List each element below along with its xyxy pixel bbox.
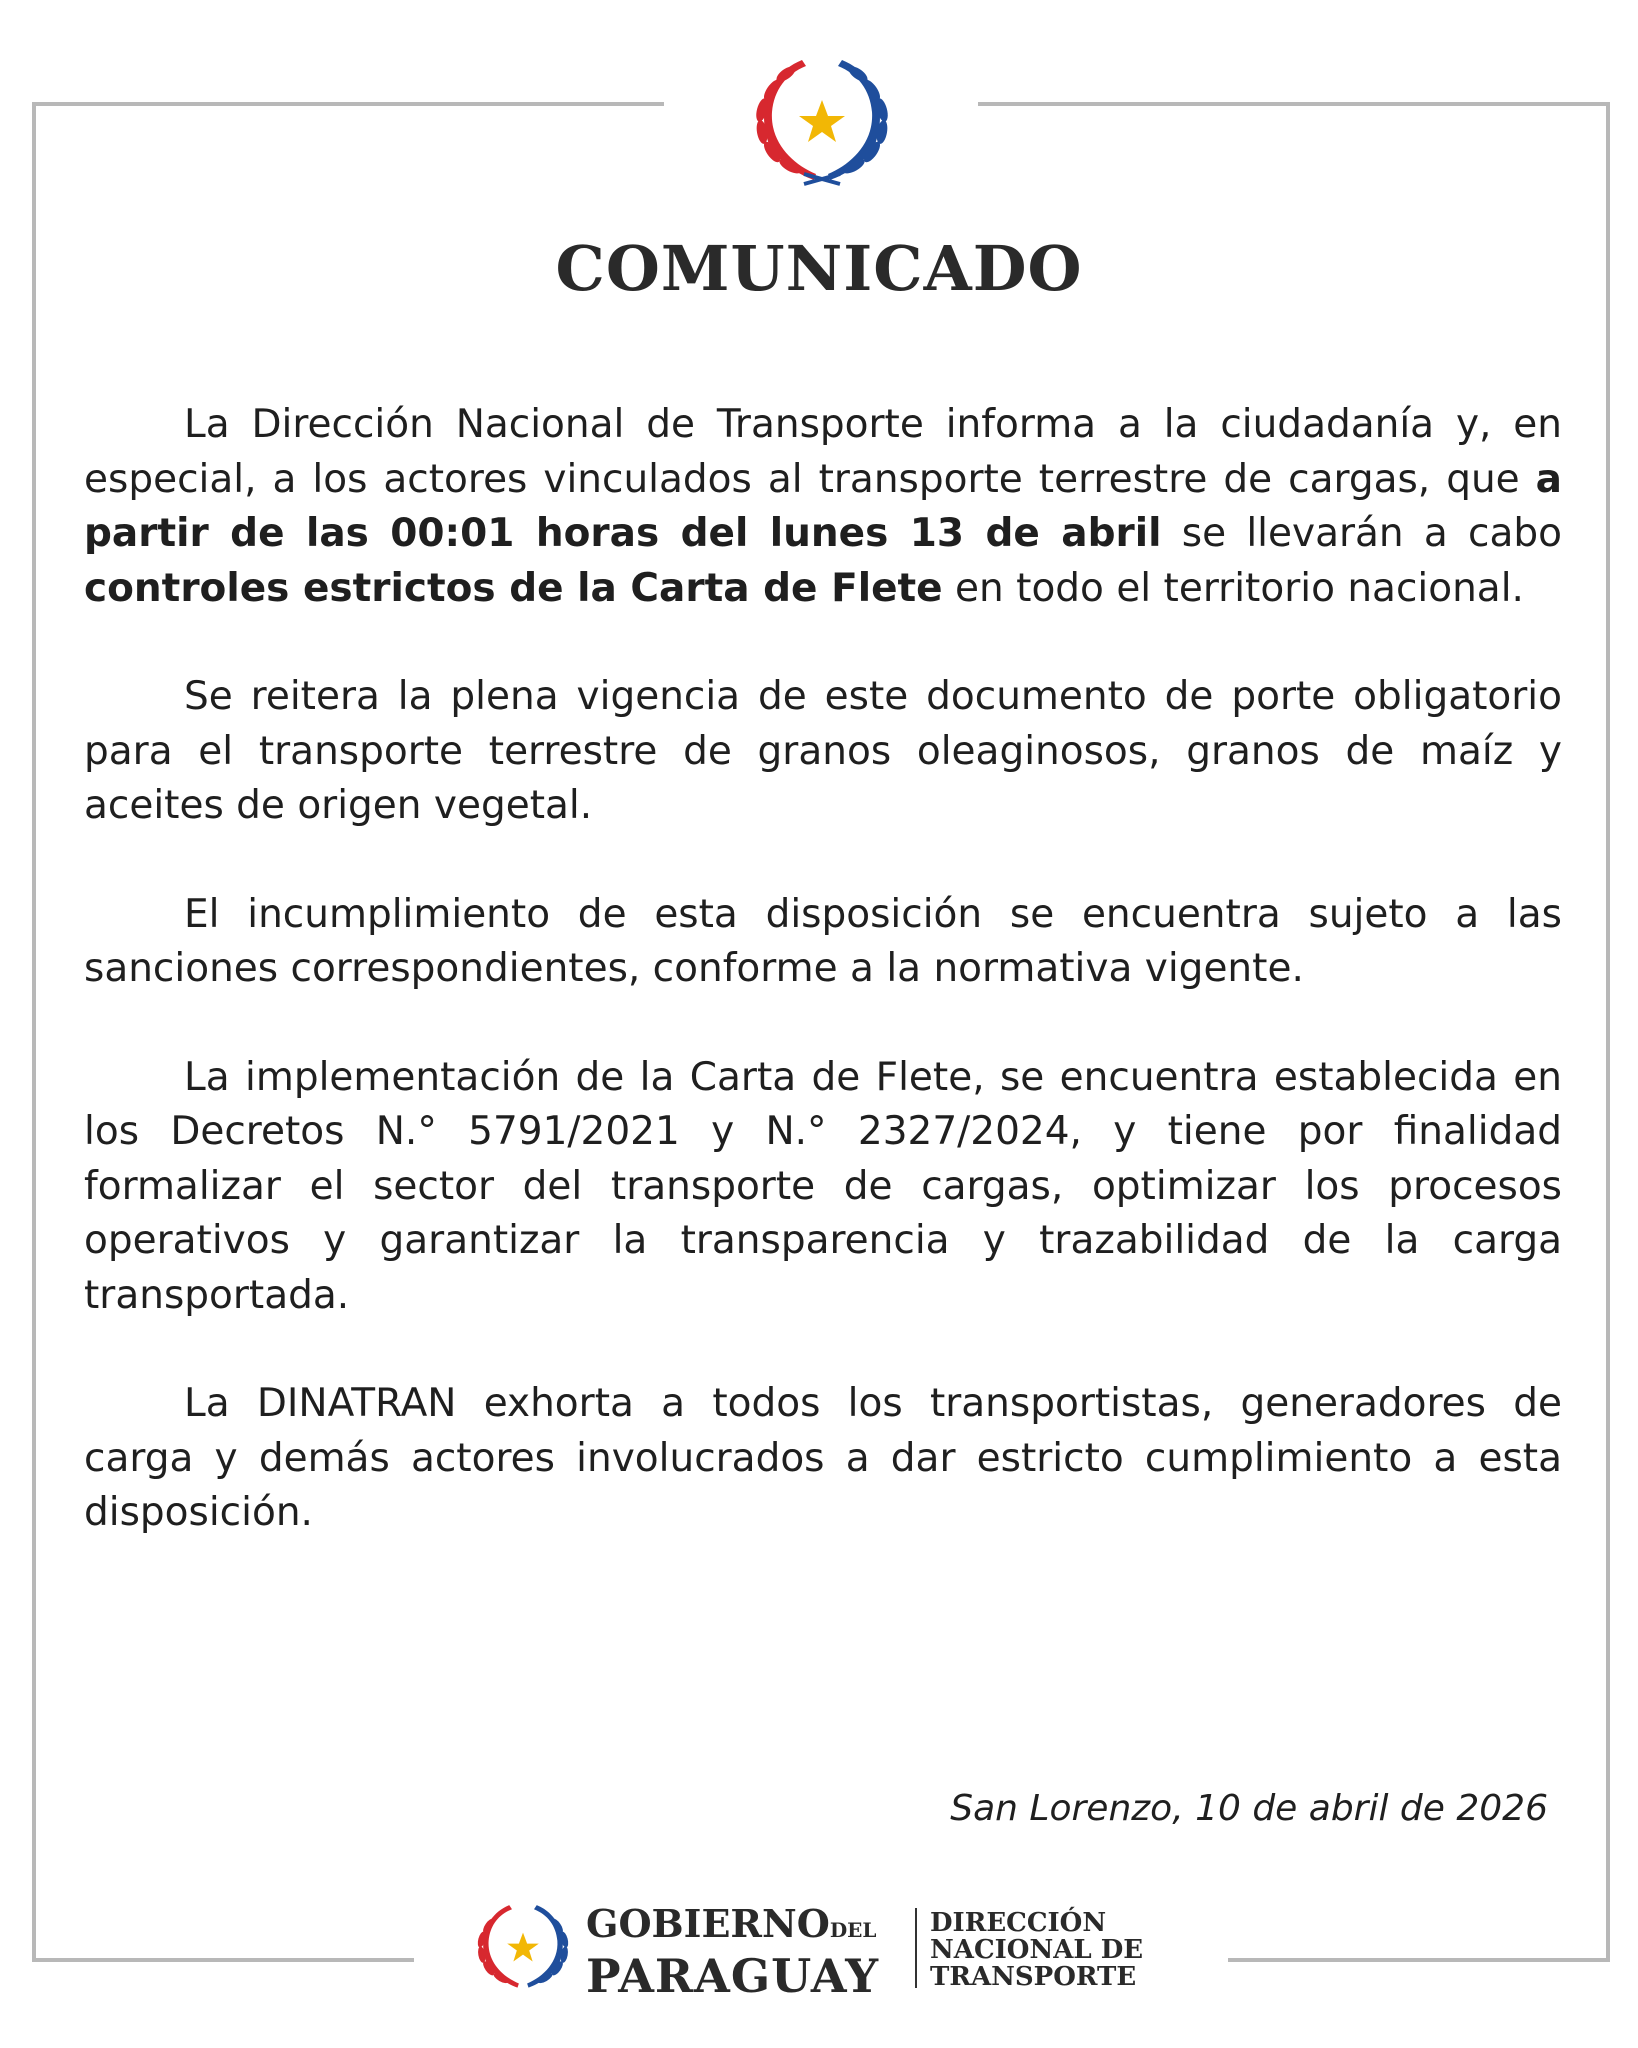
paragraph-4 [84,1051,1562,1324]
gobierno-text: GOBIERNO [586,1901,830,1946]
paraguay-emblem-small-icon [468,1898,578,1994]
dinatran-wordmark [930,1910,1143,1991]
del-text: DEL [829,1918,877,1942]
paraguay-emblem-icon [742,52,902,187]
dateline: San Lorenzo, 10 de abril de 2026 [950,1788,1548,1829]
paragraph-5 [84,1377,1562,1541]
frame-bottom-right [1228,1958,1610,1962]
frame-bottom-left [32,1958,414,1962]
text-run: El incumplimiento de esta disposición se encuentra sujeto a las sanciones correspondientes, conforme a la normativa vigente. [84,891,1562,991]
frame-left [32,102,36,1962]
dnt-line-1: DIRECCIÓN [930,1908,1107,1938]
paraguay-text: PARAGUAY [586,1949,880,2003]
text-run: Se reitera la plena vigencia de este documento de porte obligatorio para el transporte terrestre de granos oleaginosos, granos de maíz y aceites de origen vegetal. [84,674,1562,828]
text-run: La DINATRAN exhorta a todos los transportistas, generadores de carga y demás actores involucrados a dar estricto cumplimiento a esta disposición. [84,1381,1562,1535]
paragraph-3 [84,888,1562,997]
text-run: La implementación de la Carta de Flete, se encuentra establecida en los Decretos N.° 5791/2021 y N.° 2327/2024, y tiene por finalidad formalizar el sector del transporte de cargas, optimizar los procesos operativos y garantizar la transparencia y trazabilidad de la carga transportada. [84,1054,1562,1318]
dnt-line-3: TRANSPORTE [930,1962,1137,1992]
frame-right [1606,102,1610,1962]
paragraph-1 [84,398,1562,616]
frame-top-right [978,102,1610,106]
text-run: en todo el territorio nacional. [942,565,1524,611]
text-run: se llevarán a cabo [1161,511,1562,556]
text-run: La Dirección Nacional de Transporte informa a la ciudadanía y, en especial, a los actores vinculados al transporte terrestre de cargas, que [84,402,1562,502]
dnt-line-2: NACIONAL DE [930,1935,1144,1965]
bold-text-run: controles estrictos de la Carta de Flete [84,565,943,611]
communique-body [84,398,1562,1595]
paragraph-2 [84,670,1562,834]
footer-logo [468,1888,1188,2008]
gobierno-wordmark [586,1901,880,2003]
frame-top-left [32,102,664,106]
footer-divider [915,1908,917,1988]
page-title: COMUNICADO [555,232,1083,305]
bold-text-run: a partir de las 00:01 horas del lunes 13 de abril [84,456,1562,556]
